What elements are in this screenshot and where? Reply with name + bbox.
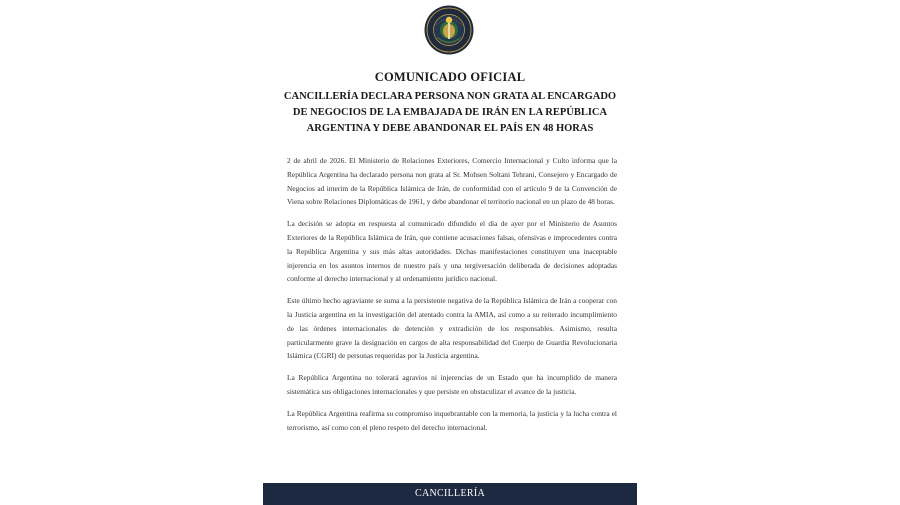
paragraph-1: 2 de abril de 2026. El Ministerio de Relaciones Exteriores, Comercio Internacional y Culto informa que la República Argentina ha declarado persona non grata al Sr. Mohsen Soltani Tehrani, Consejero y Encargado de Negocios ad interim de la República Islámica de Irán, de conformidad con el artículo 9 de la Convención de Viena sobre Relaciones Diplomáticas de 1961, y debe abandonar el territorio nacional en un plazo de 48 horas. (287, 156, 617, 207)
communique-title: COMUNICADO OFICIAL (374, 70, 526, 84)
paragraph-4: La República Argentina no tolerará agravios ni injerencias de un Estado que ha incumplido de manera sistemática sus obligaciones internacionales y que persiste en obstaculizar el avance de la justicia. (287, 373, 617, 396)
paragraph-3: Este último hecho agraviante se suma a la persistente negativa de la República Islámica de Irán a cooperar con la Justicia argentina en la investigación del atentado contra la AMIA, así como a su reiterado incumplimiento de las órdenes internacionales de detención y extradición de los responsables. Asimismo, resulta particularmente grave la designación en cargos de alta responsabilidad del Cuerpo de Guardia Revolucionaria Islámica (CGRI) de personas requeridas por la Justicia argentina. (287, 296, 617, 361)
communique-headline: CANCILLERÍA DECLARA PERSONA NON GRATA AL ENCARGADO DE NEGOCIOS DE LA EMBAJADA DE IRÁN EN LA REPÚBLICA ARGENTINA Y DEBE ABANDONAR EL PAÍS EN 48 HORAS (283, 91, 617, 134)
paragraph-5: La República Argentina reafirma su compromiso inquebrantable con la memoria, la justicia y la lucha contra el terrorismo, así como con el pleno respeto del derecho internacional. (287, 408, 617, 432)
communique-body (287, 154, 617, 442)
communique-page (263, 0, 637, 505)
footer-label: CANCILLERÍA (415, 488, 485, 499)
cancilleria-seal-icon (424, 5, 474, 55)
paragraph-2: La decisión se adopta en respuesta al comunicado difundido el día de ayer por el Ministerio de Asuntos Exteriores de la República Islámica de Irán, que contiene acusaciones falsas, ofensivas e improcedentes contra la República Argentina y sus más altas autoridades. Dichas manifestaciones constituyen una inaceptable injerencia en los asuntos internos de nuestro país y una tergiversación deliberada de decisiones adoptadas conforme al derecho internacional y al ordenamiento jurídico nacional. (287, 219, 617, 284)
